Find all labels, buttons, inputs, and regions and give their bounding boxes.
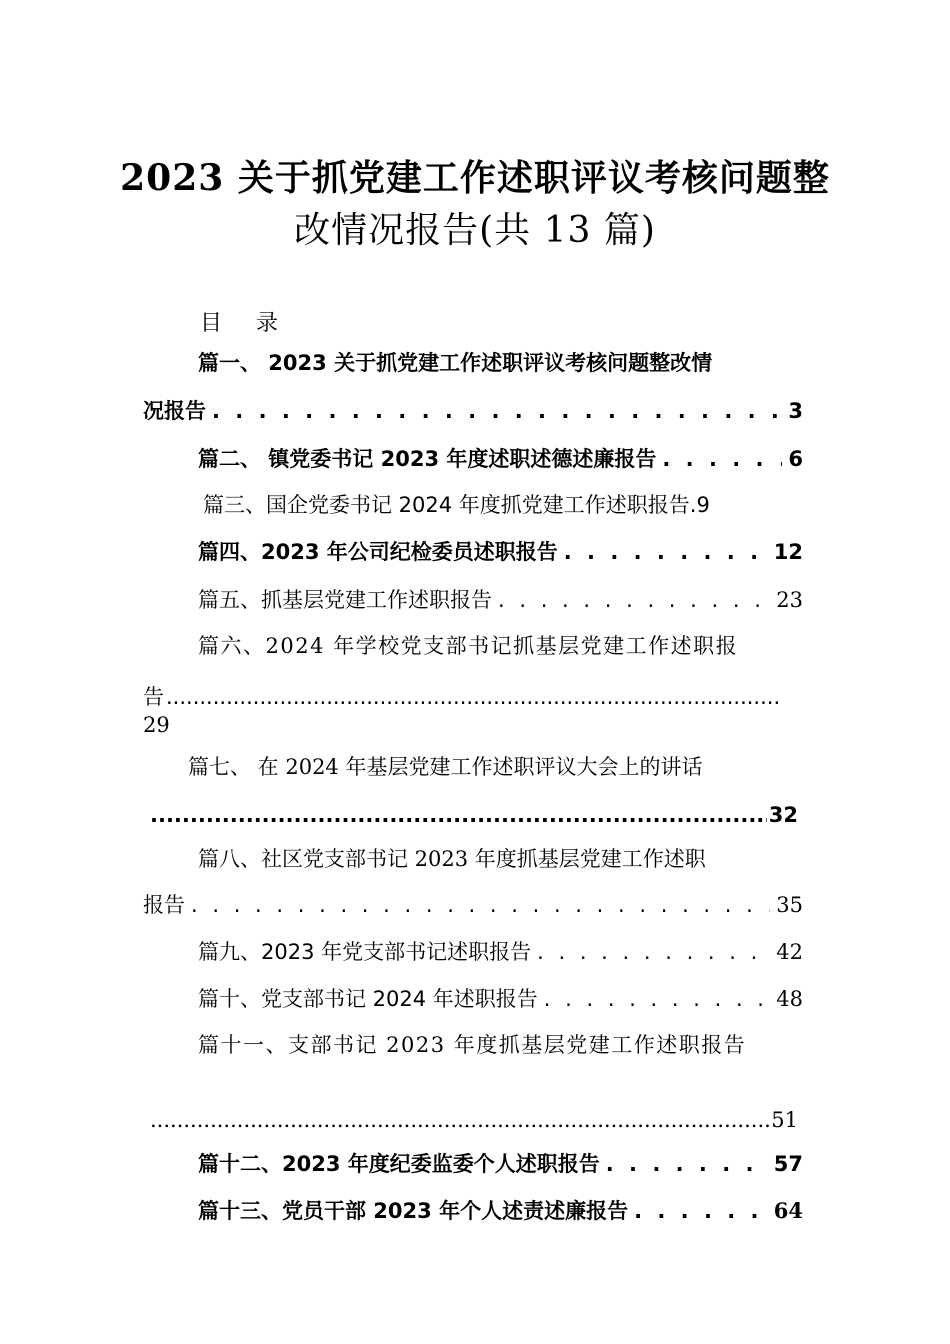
toc-entry-8-line-1[interactable] [198, 844, 808, 874]
toc-page-number: .9 [689, 493, 710, 517]
toc-page-number: 42 [776, 940, 803, 964]
toc-entry-label: 篇四、2023 年公司纪检委员述职报告 [198, 540, 558, 564]
toc-entry-label: 篇五、抓基层党建工作述职报告 [198, 588, 492, 612]
toc-entry-2[interactable] [198, 444, 803, 474]
toc-entry-6-line-2[interactable] [143, 682, 783, 712]
toc-entry-label: 篇三、国企党委书记 2024 年度抓党建工作述职报告 [203, 493, 690, 517]
toc-entry-label: 篇十一、支部书记 2023 年度抓基层党建工作述职报告 [198, 1033, 747, 1057]
toc-entry-3[interactable] [203, 490, 808, 520]
toc-leader-dots [634, 1196, 768, 1226]
toc-leader-dots [212, 396, 782, 426]
toc-leader-dots [498, 585, 770, 615]
toc-page-number: 23 [776, 588, 803, 612]
toc-entry-9[interactable] [198, 937, 803, 967]
toc-leader-dots [564, 537, 768, 567]
toc-entry-label: 篇十二、2023 年度纪委监委个人述职报告 [198, 1152, 600, 1176]
toc-leader-dots [606, 1149, 768, 1179]
toc-entry-label: 篇二、 镇党委书记 2023 年度述职述德述廉报告 [198, 447, 657, 471]
toc-entry-7-line-1[interactable] [188, 752, 808, 782]
toc-entry-label: 篇八、社区党支部书记 2023 年度抓基层党建工作述职 [198, 847, 706, 871]
toc-page-number: 51 [771, 1108, 798, 1132]
toc-entry-11-line-1[interactable] [198, 1030, 808, 1060]
toc-page-number: 32 [768, 803, 798, 827]
toc-leader-dots [544, 984, 770, 1014]
document-title-line-2: 改情况报告(共 13 篇) [294, 210, 656, 251]
toc-page-number: 29 [143, 713, 170, 737]
toc-entry-label: 篇六、2024 年学校党支部书记抓基层党建工作述职报 [198, 634, 739, 658]
toc-entry-label: 篇七、 在 2024 年基层党建工作述职评议大会上的讲话 [188, 755, 703, 779]
toc-leader-dots [662, 444, 782, 474]
toc-entry-1-line-2[interactable] [143, 396, 803, 426]
document-title-line-1: 2023 关于抓党建工作述职评议考核问题整 [120, 157, 830, 199]
toc-page-number: 35 [776, 893, 803, 917]
toc-entry-label: 篇九、2023 年党支部书记述职报告 [198, 940, 532, 964]
toc-heading: 目录 [200, 311, 313, 336]
toc-page-number: 48 [776, 987, 803, 1011]
toc-entry-label: 篇一、 2023 关于抓党建工作述职评议考核问题整改情 [198, 351, 713, 375]
toc-page-number: 6 [788, 447, 803, 471]
toc-entry-label: 告 [143, 685, 164, 709]
toc-entry-10[interactable] [198, 984, 803, 1014]
toc-leader-dots [537, 937, 770, 967]
toc-entry-7-line-2[interactable] [148, 800, 798, 830]
toc-entry-11-line-2[interactable] [148, 1105, 798, 1135]
toc-page-number: 12 [773, 540, 803, 564]
toc-entry-1-line-1[interactable] [198, 348, 798, 378]
toc-entry-label: 况报告 [143, 399, 206, 423]
toc-entry-13[interactable] [198, 1196, 803, 1226]
toc-entry-6-line-1[interactable] [198, 631, 808, 661]
toc-entry-12[interactable] [198, 1149, 803, 1179]
toc-entry-label: 篇十三、党员干部 2023 年个人述责述廉报告 [198, 1199, 629, 1223]
toc-entry-label: 篇十、党支部书记 2024 年述职报告 [198, 987, 538, 1011]
toc-leader-dots [191, 890, 770, 920]
toc-entry-5[interactable] [198, 585, 803, 615]
toc-page-number: 57 [773, 1152, 803, 1176]
toc-leader-dots [166, 682, 781, 712]
toc-page-number: 3 [788, 399, 803, 423]
toc-entry-4[interactable] [198, 537, 803, 567]
toc-leader-dots [150, 1105, 769, 1135]
toc-entry-6-page-line[interactable] [143, 710, 203, 740]
toc-page-number: 64 [773, 1198, 803, 1223]
toc-entry-8-line-2[interactable] [143, 890, 803, 920]
toc-entry-label: 报告 [143, 893, 185, 917]
toc-leader-dots [150, 800, 767, 830]
